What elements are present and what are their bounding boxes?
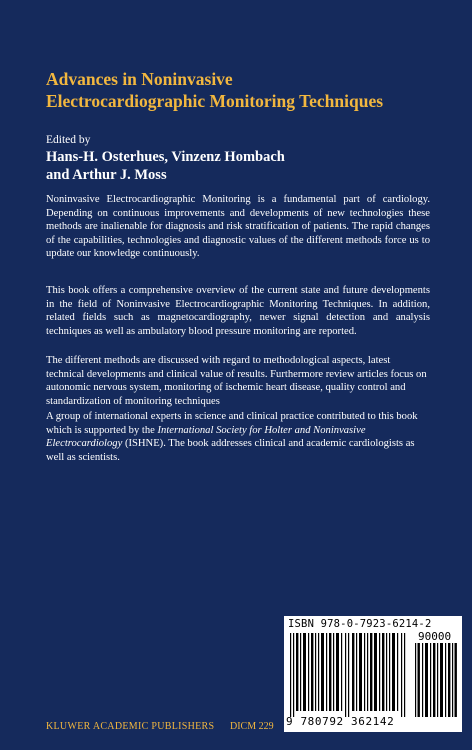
barcode-ean-digits: 9 780792 362142 (286, 715, 395, 728)
isbn-number: ISBN 978-0-7923-6214-2 (288, 618, 432, 630)
edited-by-label: Edited by (46, 134, 91, 146)
paragraph-4-text-a: A group of international experts in science and clinical practice contributed to this book which is supported by the (46, 411, 418, 436)
description-paragraph-4 (46, 410, 430, 464)
isbn-barcode (284, 616, 462, 732)
description-paragraph-2: This book offers a comprehensive overview of the current state and future developments in the field of Noninvasive Electrocardiographic Monitoring Techniques. In addition, related fields such as magnetocardiography, newer signal detection and analysis techniques as well as ambulatory blood pressure monitoring are reported. (46, 285, 430, 337)
barcode-addon-bars (414, 643, 458, 717)
editors-line-1: Hans-H. Osterhues, Vinzenz Hombach (46, 149, 285, 165)
barcode-addon-digits: 90000 (418, 630, 452, 643)
title-line-1: Advances in Noninvasive (46, 69, 233, 89)
book-title (46, 68, 456, 112)
editors-line-2: and Arthur J. Moss (46, 167, 167, 183)
editors (46, 148, 446, 184)
society-name: International Society for Holter and Noninvasive Electrocardiology (46, 424, 366, 449)
publisher-name: KLUWER ACADEMIC PUBLISHERS (46, 721, 215, 732)
paragraph-4-text-b: (ISHNE). The book addresses clinical and academic cardiologists as well as scientists. (46, 438, 415, 463)
title-line-2: Electrocardiographic Monitoring Techniques (46, 91, 384, 111)
description-paragraph-1: Noninvasive Electrocardiographic Monitoring is a fundamental part of cardiology. Depending on continuous improvements and developments of new technologies these methods are inalienable for diagnosis and risk stratification of patients. The rapid changes of the capabilities, technologies and diagnostic values of the different methods force us to update our knowledge continuously. (46, 194, 430, 259)
description-paragraph-3: The different methods are discussed with regard to methodological aspects, latest technical developments and clinical value of results. Furthermore review articles focus on autonomic nervous system, monitoring of ischemic heart disease, quality control and standardization of monitoring techniques (46, 355, 427, 407)
barcode-main-bars (288, 633, 410, 717)
series-code: DICM 229 (230, 721, 274, 732)
